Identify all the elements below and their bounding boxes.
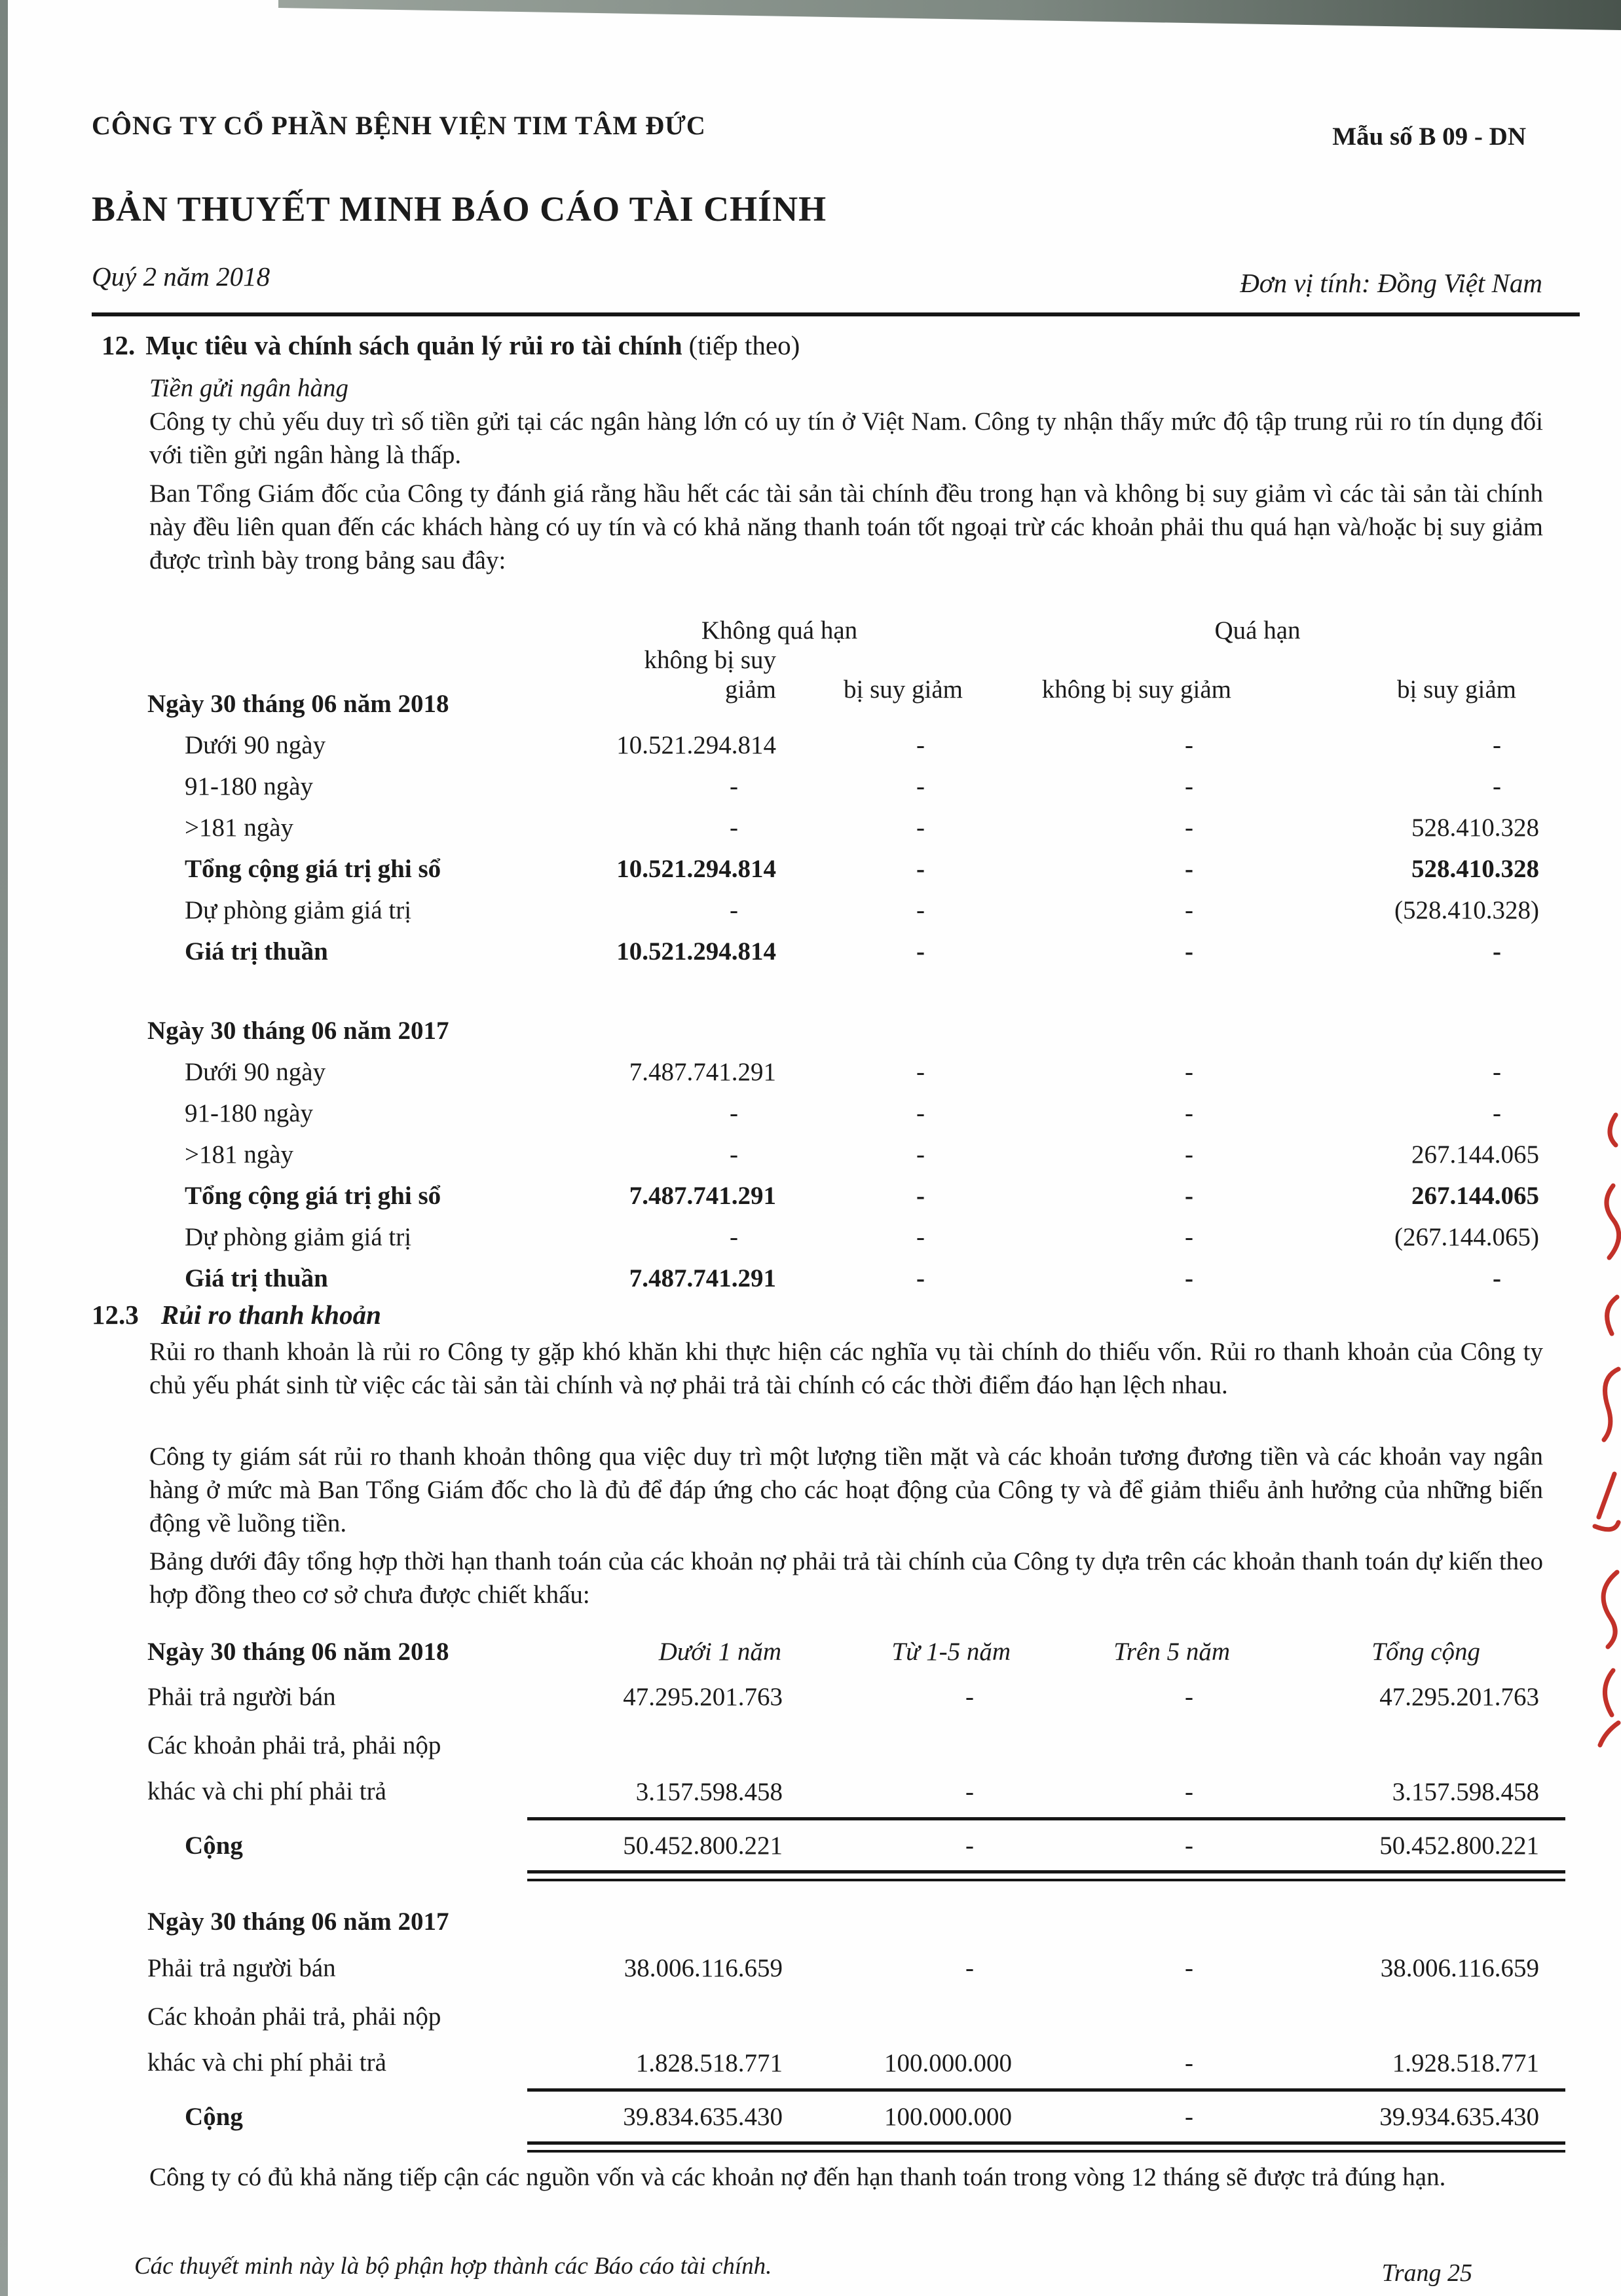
maturity-header-row-2018 (147, 1630, 1546, 1673)
cell-value: - (916, 814, 925, 842)
cell-value: - (730, 1140, 738, 1169)
row-label: >181 ngày (185, 1140, 294, 1169)
table-row-provision (147, 1216, 1546, 1258)
table-row-total-carrying (147, 1175, 1546, 1216)
cell-value: 1.928.518.771 (1392, 2049, 1539, 2077)
page-number: Trang 25 (1381, 2259, 1472, 2287)
cell-value: - (1493, 1264, 1501, 1292)
row-label: Cộng (185, 2102, 243, 2131)
table-row (147, 1051, 1546, 1093)
section-12-3-number: 12.3 (92, 1300, 139, 1330)
cell-value: - (1493, 1058, 1501, 1086)
row-label (147, 1991, 589, 2086)
paragraph-closing: Công ty có đủ khả năng tiếp cận các nguồn vốn và các khoản nợ đến hạn thanh toán trong vòng 12 tháng sẽ được trả đúng hạn. (149, 2163, 1446, 2191)
cell-value: - (916, 1223, 925, 1251)
row-label: Giá trị thuần (185, 1264, 328, 1292)
cell-value: - (1185, 814, 1193, 842)
cell-value: - (1493, 1099, 1501, 1127)
row-label: Cộng (185, 1831, 243, 1860)
scanner-edge-shadow (278, 0, 1621, 30)
cell-value: - (965, 1682, 974, 1711)
cell-value: - (965, 1778, 974, 1806)
table-row-other-payables (147, 1991, 1546, 2088)
cell-value: 47.295.201.763 (623, 1682, 783, 1711)
row-label: Tổng cộng giá trị ghi sổ (185, 1182, 441, 1210)
scanner-left-edge-strip (0, 0, 8, 2296)
handwritten-margin-annotation (1575, 1107, 1621, 1749)
cell-value: - (916, 855, 925, 883)
row-label: 91-180 ngày (185, 1099, 314, 1127)
table-row (147, 1093, 1546, 1134)
cell-value: - (730, 896, 738, 924)
table-row-total-carrying (147, 848, 1546, 890)
cell-value: - (965, 1831, 974, 1860)
cell-value: (267.144.065) (1394, 1223, 1539, 1251)
cell-value: 39.934.635.430 (1379, 2102, 1539, 2131)
cell-value: - (916, 1264, 925, 1292)
paragraph-liquidity-2: Công ty giám sát rủi ro thanh khoản thông qua việc duy trì một lượng tiền mặt và các khoản tương đương tiền và các khoản vay ngân hàng ở mức mà Ban Tổng Giám đốc cho là đủ để đáp ứng cho các hoạt động của Công ty và để giảm thiểu ảnh hưởng của những biến động về luồng tiền. (149, 1442, 1543, 1537)
cell-value: - (1185, 855, 1193, 883)
column-header-not-impaired-1: không bị suy giảm (644, 646, 776, 704)
cell-value: - (1185, 1099, 1193, 1127)
row-label: Dưới 90 ngày (185, 1058, 326, 1086)
cell-value: 39.834.635.430 (623, 2102, 783, 2131)
paragraph-credit-risk-1: Công ty chủ yếu duy trì số tiền gửi tại các ngân hàng lớn có uy tín ở Việt Nam. Công ty nhận thấy mức độ tập trung rủi ro tín dụng đối với tiền gửi ngân hàng là thấp. (149, 407, 1543, 469)
column-header-total: Tổng cộng (1371, 1637, 1480, 1666)
cell-value: - (1185, 1223, 1193, 1251)
row-label: Tổng cộng giá trị ghi sổ (185, 855, 441, 883)
cell-value: - (1185, 1140, 1193, 1169)
cell-value: 50.452.800.221 (1379, 1831, 1539, 1860)
maturity-section-title-2017: Ngày 30 tháng 06 năm 2017 (147, 1907, 449, 1936)
cell-value: 38.006.116.659 (624, 1953, 783, 1982)
footer-note: Các thuyết minh này là bộ phận hợp thành các Báo cáo tài chính. (134, 2253, 772, 2280)
section-12-continued-note: (tiếp theo) (688, 330, 800, 360)
double-rule (527, 2141, 1565, 2153)
column-header-impaired-2: bị suy giảm (1397, 675, 1516, 704)
liabilities-maturity-table (147, 1630, 1546, 2153)
row-label: >181 ngày (185, 814, 294, 842)
row-label-line-2: khác và chi phí phải trả (147, 2048, 386, 2077)
row-label: Phải trả người bán (147, 1682, 336, 1711)
cell-value: - (1185, 1182, 1193, 1210)
cell-value: 47.295.201.763 (1379, 1682, 1539, 1711)
table-row (147, 766, 1546, 807)
table-row-trade-payables (147, 1673, 1546, 1720)
cell-value: - (965, 1953, 974, 1982)
row-label: 91-180 ngày (185, 772, 314, 800)
cell-value: 267.144.065 (1411, 1140, 1539, 1169)
cell-value: - (916, 937, 925, 966)
cell-value: - (1493, 772, 1501, 800)
cell-value: 3.157.598.458 (635, 1778, 783, 1806)
cell-value: - (1493, 731, 1501, 759)
cell-value: 528.410.328 (1411, 814, 1539, 842)
group-header-overdue: Quá hạn (1214, 616, 1301, 645)
cell-value: 3.157.598.458 (1392, 1778, 1539, 1806)
cell-value: - (916, 1182, 925, 1210)
cell-value: 38.006.116.659 (1380, 1953, 1539, 1982)
paragraph-liquidity-1: Rủi ro thanh khoản là rủi ro Công ty gặp khó khăn khi thực hiện các nghĩa vụ tài chính do thiếu vốn. Rủi ro thanh khoản của Công ty chủ yếu phát sinh từ việc các tài sản tài chính và nợ phải trả tài chính có các thời điểm đáo hạn lệch nhau. (149, 1338, 1543, 1399)
cell-value: 528.410.328 (1411, 855, 1539, 883)
table-row-total (147, 1820, 1546, 1870)
cell-value: - (916, 896, 925, 924)
column-header-1-5-years: Từ 1-5 năm (891, 1637, 1011, 1666)
form-number: Mẫu số B 09 - DN (1332, 122, 1526, 151)
cell-value: - (730, 1099, 738, 1127)
cell-value: - (1185, 1778, 1193, 1806)
cell-value: - (916, 1058, 925, 1086)
row-label: Giá trị thuần (185, 937, 328, 966)
cell-value: 100.000.000 (884, 2049, 1012, 2077)
cell-value: 1.828.518.771 (635, 2049, 783, 2077)
cell-value: 10.521.294.814 (616, 937, 776, 966)
row-label (147, 1720, 589, 1815)
column-header-not-impaired-2: không bị suy giảm (1041, 675, 1231, 704)
table-row-total (147, 2092, 1546, 2141)
cell-value: - (1185, 1831, 1193, 1860)
table-row-other-payables (147, 1720, 1546, 1817)
cell-value: 7.487.741.291 (629, 1058, 776, 1086)
cell-value: 7.487.741.291 (629, 1264, 776, 1292)
cell-value: - (1185, 937, 1193, 966)
header-divider (92, 312, 1580, 316)
section-12-heading (102, 329, 800, 361)
cell-value: - (1185, 896, 1193, 924)
cell-value: - (730, 1223, 738, 1251)
cell-value: 10.521.294.814 (616, 855, 776, 883)
row-label: Dự phòng giảm giá trị (185, 1223, 412, 1251)
cell-value: - (916, 1099, 925, 1127)
group-header-not-overdue: Không quá hạn (701, 616, 858, 645)
table-row-trade-payables (147, 1944, 1546, 1991)
row-label-line-1: Các khoản phải trả, phải nộp (147, 2003, 441, 2031)
section-12-number: 12. (102, 330, 136, 360)
row-label-line-1: Các khoản phải trả, phải nộp (147, 1731, 441, 1760)
report-period: Quý 2 năm 2018 (92, 261, 270, 292)
cell-value: 10.521.294.814 (616, 731, 776, 759)
cell-value: - (1185, 1264, 1193, 1292)
cell-value: 7.487.741.291 (629, 1182, 776, 1210)
section-12-3-heading (92, 1299, 381, 1330)
row-label: Phải trả người bán (147, 1953, 336, 1982)
table-row-net-value (147, 931, 1546, 972)
cell-value: - (1185, 2102, 1193, 2131)
double-rule (527, 1870, 1565, 1881)
maturity-section-title-2018: Ngày 30 tháng 06 năm 2018 (147, 1637, 449, 1666)
row-label: Dự phòng giảm giá trị (185, 896, 412, 924)
document-title: BẢN THUYẾT MINH BÁO CÁO TÀI CHÍNH (92, 189, 827, 229)
cell-value: - (1185, 1953, 1193, 1982)
cell-value: 50.452.800.221 (623, 1831, 783, 1860)
cell-value: 100.000.000 (884, 2102, 1012, 2131)
table-row-provision (147, 890, 1546, 931)
cell-value: - (1185, 772, 1193, 800)
table-row (147, 1134, 1546, 1175)
aging-group-header-row (147, 611, 1546, 645)
cell-value: - (730, 814, 738, 842)
cell-value: - (1185, 1058, 1193, 1086)
aging-section-title-2018: Ngày 30 tháng 06 năm 2018 (147, 690, 449, 718)
column-header-impaired-1: bị suy giảm (844, 675, 963, 704)
company-name: CÔNG TY CỔ PHẦN BỆNH VIỆN TIM TÂM ĐỨC (92, 111, 706, 140)
cell-value: - (1185, 2049, 1193, 2077)
cell-value: - (1185, 1682, 1193, 1711)
table-row (147, 725, 1546, 766)
paragraph-liquidity-3: Bảng dưới đây tổng hợp thời hạn thanh toán của các khoản nợ phải trả tài chính của Công ty dựa trên các khoản thanh toán dự kiến theo hợp đồng theo cơ sở chưa được chiết khấu: (149, 1547, 1543, 1609)
table-row-net-value (147, 1258, 1546, 1299)
table-row (147, 807, 1546, 848)
column-header-over-5-years: Trên 5 năm (1113, 1637, 1230, 1666)
receivables-aging-table (147, 611, 1546, 1299)
cell-value: - (916, 1140, 925, 1169)
cell-value: - (916, 731, 925, 759)
aging-section-title-2017: Ngày 30 tháng 06 năm 2017 (147, 1017, 449, 1045)
cell-value: - (916, 772, 925, 800)
row-label: Dưới 90 ngày (185, 731, 326, 759)
bank-deposits-subheading: Tiền gửi ngân hàng (149, 374, 349, 402)
cell-value: - (1185, 731, 1193, 759)
paragraph-credit-risk-2: Ban Tổng Giám đốc của Công ty đánh giá rằng hầu hết các tài sản tài chính đều trong hạn và không bị suy giảm vì các tài sản tài chính này đều liên quan đến các khách hàng có uy tín và có khả năng thanh toán tốt ngoại trừ các khoản phải thu quá hạn và/hoặc bị suy giảm được trình bày trong bảng sau đây: (149, 480, 1543, 574)
column-header-under-1-year: Dưới 1 năm (658, 1637, 781, 1666)
currency-unit: Đơn vị tính: Đồng Việt Nam (1240, 268, 1542, 298)
cell-value: 267.144.065 (1411, 1182, 1539, 1210)
row-label-line-2: khác và chi phí phải trả (147, 1777, 386, 1805)
section-12-title: Mục tiêu và chính sách quản lý rủi ro tài chính (145, 330, 682, 360)
section-12-3-title: Rủi ro thanh khoản (160, 1300, 381, 1330)
cell-value: - (1493, 937, 1501, 966)
cell-value: (528.410.328) (1394, 896, 1539, 924)
cell-value: - (730, 772, 738, 800)
